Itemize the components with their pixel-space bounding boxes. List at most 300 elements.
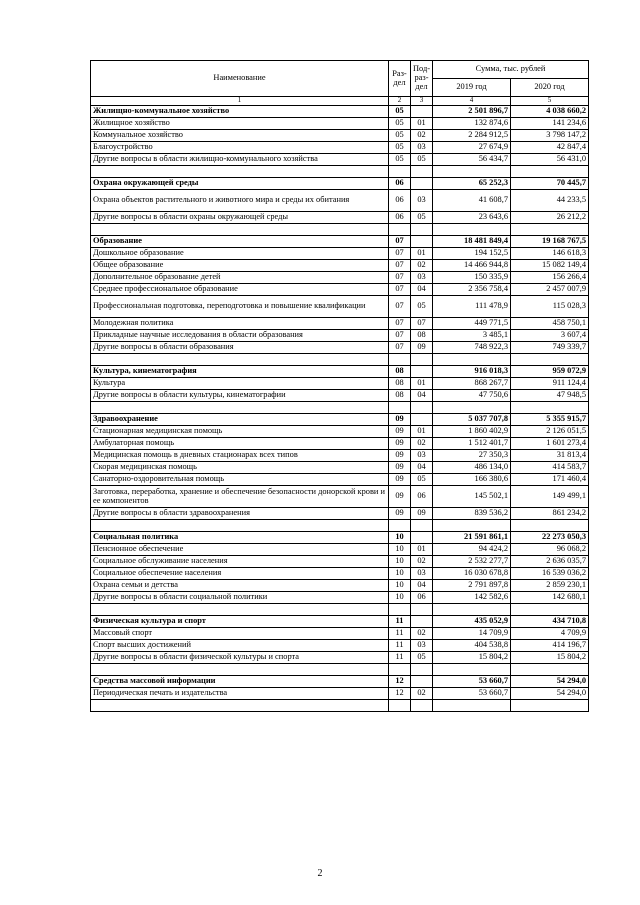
row-value-2019: 1 512 401,7 xyxy=(433,438,511,450)
spacer-row xyxy=(91,664,589,676)
row-value-2020: 911 124,4 xyxy=(511,378,589,390)
row-name: Заготовка, переработка, хранение и обеспечение безопасности донорской крови и ее компонентов xyxy=(91,486,389,508)
row-section: 05 xyxy=(389,142,411,154)
empty-cell xyxy=(411,664,433,676)
empty-cell xyxy=(511,520,589,532)
row-name: Социальное обеспечение населения xyxy=(91,568,389,580)
row-value-2019: 14 466 944,8 xyxy=(433,260,511,272)
section-value-2020: 70 445,7 xyxy=(511,178,589,190)
empty-cell xyxy=(511,604,589,616)
row-name: Охрана семьи и детства xyxy=(91,580,389,592)
spacer-row xyxy=(91,604,589,616)
row-value-2020: 171 460,4 xyxy=(511,474,589,486)
row-name: Санаторно-оздоровительная помощь xyxy=(91,474,389,486)
table-row xyxy=(91,378,589,390)
empty-cell xyxy=(91,604,389,616)
row-value-2020: 115 028,3 xyxy=(511,296,589,318)
row-value-2019: 2 791 897,8 xyxy=(433,580,511,592)
row-section: 10 xyxy=(389,580,411,592)
row-value-2019: 47 750,6 xyxy=(433,390,511,402)
row-name: Культура xyxy=(91,378,389,390)
empty-cell xyxy=(389,166,411,178)
spacer-row xyxy=(91,354,589,366)
section-name: Социальная политика xyxy=(91,532,389,544)
empty-cell xyxy=(411,402,433,414)
row-name: Другие вопросы в области жилищно-коммунального хозяйства xyxy=(91,154,389,166)
row-value-2020: 16 539 036,2 xyxy=(511,568,589,580)
empty-cell xyxy=(433,224,511,236)
empty-cell xyxy=(411,604,433,616)
row-subsection: 01 xyxy=(411,426,433,438)
empty-cell xyxy=(411,178,433,190)
section-value-2019: 18 481 849,4 xyxy=(433,236,511,248)
section-value-2019: 53 660,7 xyxy=(433,676,511,688)
row-section: 09 xyxy=(389,450,411,462)
section-name: Культура, кинематография xyxy=(91,366,389,378)
row-value-2019: 132 874,6 xyxy=(433,118,511,130)
empty-cell xyxy=(389,604,411,616)
row-subsection: 01 xyxy=(411,118,433,130)
row-subsection: 02 xyxy=(411,260,433,272)
table-row xyxy=(91,142,589,154)
row-value-2019: 41 608,7 xyxy=(433,190,511,212)
row-subsection: 05 xyxy=(411,212,433,224)
row-section: 07 xyxy=(389,296,411,318)
row-value-2020: 4 709,9 xyxy=(511,628,589,640)
row-name: Стационарная медицинская помощь xyxy=(91,426,389,438)
table-row xyxy=(91,272,589,284)
row-name: Молодежная политика xyxy=(91,318,389,330)
row-name: Периодическая печать и издательства xyxy=(91,688,389,700)
row-section: 06 xyxy=(389,190,411,212)
empty-cell xyxy=(511,354,589,366)
row-section: 11 xyxy=(389,640,411,652)
row-subsection: 02 xyxy=(411,556,433,568)
empty-cell xyxy=(411,166,433,178)
row-subsection: 07 xyxy=(411,318,433,330)
table-row xyxy=(91,318,589,330)
row-value-2020: 861 234,2 xyxy=(511,508,589,520)
header-subsection: Под-раз-дел xyxy=(411,61,433,97)
row-name: Другие вопросы в области образования xyxy=(91,342,389,354)
table-row xyxy=(91,284,589,296)
row-name: Прикладные научные исследования в области образования xyxy=(91,330,389,342)
row-value-2019: 2 356 758,4 xyxy=(433,284,511,296)
section-code: 06 xyxy=(389,178,411,190)
row-subsection: 08 xyxy=(411,330,433,342)
row-value-2020: 26 212,2 xyxy=(511,212,589,224)
section-code: 08 xyxy=(389,366,411,378)
empty-cell xyxy=(411,354,433,366)
table-row xyxy=(91,640,589,652)
row-value-2019: 142 582,6 xyxy=(433,592,511,604)
row-section: 10 xyxy=(389,556,411,568)
row-value-2020: 2 126 051,5 xyxy=(511,426,589,438)
empty-cell xyxy=(411,224,433,236)
row-value-2019: 23 643,6 xyxy=(433,212,511,224)
table-row xyxy=(91,474,589,486)
section-code: 09 xyxy=(389,414,411,426)
section-row xyxy=(91,532,589,544)
section-row xyxy=(91,414,589,426)
row-section: 10 xyxy=(389,568,411,580)
table-row xyxy=(91,190,589,212)
empty-cell xyxy=(389,354,411,366)
row-value-2019: 2 532 277,7 xyxy=(433,556,511,568)
row-subsection: 01 xyxy=(411,378,433,390)
empty-cell xyxy=(411,532,433,544)
empty-cell xyxy=(91,700,389,712)
row-section: 11 xyxy=(389,652,411,664)
row-section: 05 xyxy=(389,130,411,142)
section-code: 11 xyxy=(389,616,411,628)
row-value-2020: 31 813,4 xyxy=(511,450,589,462)
row-value-2020: 1 601 273,4 xyxy=(511,438,589,450)
spacer-row xyxy=(91,520,589,532)
row-value-2019: 194 152,5 xyxy=(433,248,511,260)
row-value-2020: 54 294,0 xyxy=(511,688,589,700)
empty-cell xyxy=(511,402,589,414)
section-value-2019: 916 018,3 xyxy=(433,366,511,378)
row-value-2019: 150 335,9 xyxy=(433,272,511,284)
empty-cell xyxy=(389,224,411,236)
row-value-2019: 3 485,1 xyxy=(433,330,511,342)
section-value-2019: 2 501 896,7 xyxy=(433,106,511,118)
empty-cell xyxy=(389,402,411,414)
row-name: Среднее профессиональное образование xyxy=(91,284,389,296)
row-value-2020: 3 798 147,2 xyxy=(511,130,589,142)
section-name: Здравоохранение xyxy=(91,414,389,426)
row-section: 09 xyxy=(389,486,411,508)
budget-page xyxy=(90,60,588,712)
row-value-2020: 42 847,4 xyxy=(511,142,589,154)
row-subsection: 05 xyxy=(411,154,433,166)
row-value-2019: 404 538,8 xyxy=(433,640,511,652)
section-name: Жилищно-коммунальное хозяйство xyxy=(91,106,389,118)
row-name: Охрана объектов растительного и животного мира и среды их обитания xyxy=(91,190,389,212)
section-code: 05 xyxy=(389,106,411,118)
row-subsection: 09 xyxy=(411,508,433,520)
row-value-2020: 47 948,5 xyxy=(511,390,589,402)
row-section: 07 xyxy=(389,248,411,260)
section-value-2020: 959 072,9 xyxy=(511,366,589,378)
row-value-2019: 748 922,3 xyxy=(433,342,511,354)
section-code: 12 xyxy=(389,676,411,688)
empty-cell xyxy=(433,604,511,616)
row-value-2020: 15 804,2 xyxy=(511,652,589,664)
row-subsection: 02 xyxy=(411,438,433,450)
table-row xyxy=(91,118,589,130)
table-row xyxy=(91,450,589,462)
section-value-2020: 434 710,8 xyxy=(511,616,589,628)
row-name: Жилищное хозяйство xyxy=(91,118,389,130)
section-value-2019: 21 591 861,1 xyxy=(433,532,511,544)
section-row xyxy=(91,366,589,378)
row-value-2019: 449 771,5 xyxy=(433,318,511,330)
row-value-2020: 15 082 149,4 xyxy=(511,260,589,272)
section-value-2020: 22 273 050,3 xyxy=(511,532,589,544)
row-subsection: 03 xyxy=(411,142,433,154)
empty-cell xyxy=(411,700,433,712)
table-row xyxy=(91,212,589,224)
row-section: 07 xyxy=(389,272,411,284)
row-section: 08 xyxy=(389,378,411,390)
row-name: Общее образование xyxy=(91,260,389,272)
row-section: 11 xyxy=(389,628,411,640)
row-name: Амбулаторная помощь xyxy=(91,438,389,450)
row-subsection: 03 xyxy=(411,568,433,580)
section-name: Образование xyxy=(91,236,389,248)
row-subsection: 06 xyxy=(411,592,433,604)
row-section: 09 xyxy=(389,462,411,474)
table-row xyxy=(91,580,589,592)
row-subsection: 02 xyxy=(411,688,433,700)
row-subsection: 05 xyxy=(411,296,433,318)
row-subsection: 04 xyxy=(411,284,433,296)
row-value-2019: 14 709,9 xyxy=(433,628,511,640)
empty-cell xyxy=(91,664,389,676)
table-row xyxy=(91,390,589,402)
row-value-2020: 749 339,7 xyxy=(511,342,589,354)
row-value-2019: 27 350,3 xyxy=(433,450,511,462)
spacer-row xyxy=(91,166,589,178)
row-value-2020: 2 457 007,9 xyxy=(511,284,589,296)
header-year-2020: 2020 год xyxy=(511,79,589,97)
row-value-2020: 146 618,3 xyxy=(511,248,589,260)
row-section: 09 xyxy=(389,426,411,438)
row-section: 07 xyxy=(389,284,411,296)
row-value-2020: 414 583,7 xyxy=(511,462,589,474)
row-value-2020: 2 859 230,1 xyxy=(511,580,589,592)
section-row xyxy=(91,676,589,688)
row-name: Дошкольное образование xyxy=(91,248,389,260)
row-value-2019: 111 478,9 xyxy=(433,296,511,318)
row-section: 08 xyxy=(389,390,411,402)
row-section: 12 xyxy=(389,688,411,700)
row-subsection: 03 xyxy=(411,640,433,652)
table-row xyxy=(91,260,589,272)
table-row xyxy=(91,462,589,474)
row-name: Другие вопросы в области физической культуры и спорта xyxy=(91,652,389,664)
row-value-2020: 3 607,4 xyxy=(511,330,589,342)
row-section: 10 xyxy=(389,592,411,604)
empty-cell xyxy=(511,664,589,676)
row-subsection: 04 xyxy=(411,390,433,402)
empty-cell xyxy=(433,402,511,414)
section-row xyxy=(91,616,589,628)
section-code: 10 xyxy=(389,532,411,544)
empty-cell xyxy=(91,224,389,236)
page-number: 2 xyxy=(317,868,323,879)
row-section: 09 xyxy=(389,474,411,486)
empty-cell xyxy=(389,664,411,676)
row-subsection: 01 xyxy=(411,544,433,556)
row-value-2020: 141 234,6 xyxy=(511,118,589,130)
table-row xyxy=(91,628,589,640)
row-value-2019: 839 536,2 xyxy=(433,508,511,520)
table-row xyxy=(91,342,589,354)
row-section: 05 xyxy=(389,154,411,166)
row-name: Благоустройство xyxy=(91,142,389,154)
section-value-2019: 5 037 707,8 xyxy=(433,414,511,426)
section-row xyxy=(91,178,589,190)
row-value-2020: 44 233,5 xyxy=(511,190,589,212)
spacer-row xyxy=(91,402,589,414)
row-subsection: 04 xyxy=(411,580,433,592)
row-value-2020: 2 636 035,7 xyxy=(511,556,589,568)
row-value-2020: 458 750,1 xyxy=(511,318,589,330)
empty-cell xyxy=(91,166,389,178)
row-section: 05 xyxy=(389,118,411,130)
section-value-2019: 65 252,3 xyxy=(433,178,511,190)
empty-cell xyxy=(91,520,389,532)
row-section: 09 xyxy=(389,508,411,520)
empty-cell xyxy=(411,676,433,688)
empty-cell xyxy=(411,366,433,378)
empty-cell xyxy=(433,700,511,712)
table-row xyxy=(91,592,589,604)
spacer-row xyxy=(91,700,589,712)
row-value-2020: 414 196,7 xyxy=(511,640,589,652)
row-subsection: 04 xyxy=(411,462,433,474)
row-name: Социальное обслуживание населения xyxy=(91,556,389,568)
table-row xyxy=(91,568,589,580)
row-value-2019: 16 030 678,8 xyxy=(433,568,511,580)
empty-cell xyxy=(511,700,589,712)
table-row xyxy=(91,688,589,700)
section-code: 07 xyxy=(389,236,411,248)
header-name: Наименование xyxy=(91,61,389,97)
table-row xyxy=(91,248,589,260)
table-row xyxy=(91,426,589,438)
empty-cell xyxy=(411,616,433,628)
section-value-2020: 54 294,0 xyxy=(511,676,589,688)
row-value-2019: 27 674,9 xyxy=(433,142,511,154)
table-row xyxy=(91,556,589,568)
row-value-2019: 94 424,2 xyxy=(433,544,511,556)
row-subsection: 05 xyxy=(411,474,433,486)
table-row xyxy=(91,330,589,342)
empty-cell xyxy=(389,700,411,712)
row-name: Другие вопросы в области культуры, кинематографии xyxy=(91,390,389,402)
row-section: 07 xyxy=(389,318,411,330)
empty-cell xyxy=(511,224,589,236)
section-row xyxy=(91,236,589,248)
row-value-2019: 53 660,7 xyxy=(433,688,511,700)
row-value-2019: 2 284 912,5 xyxy=(433,130,511,142)
row-subsection: 06 xyxy=(411,486,433,508)
section-value-2020: 19 168 767,5 xyxy=(511,236,589,248)
row-value-2019: 868 267,7 xyxy=(433,378,511,390)
row-name: Другие вопросы в области охраны окружающей среды xyxy=(91,212,389,224)
index-cell: 3 xyxy=(411,97,433,106)
table-row xyxy=(91,508,589,520)
row-value-2020: 156 266,4 xyxy=(511,272,589,284)
row-subsection: 02 xyxy=(411,628,433,640)
section-value-2019: 435 052,9 xyxy=(433,616,511,628)
budget-table xyxy=(90,60,589,712)
row-value-2020: 142 680,1 xyxy=(511,592,589,604)
row-subsection: 05 xyxy=(411,652,433,664)
row-subsection: 02 xyxy=(411,130,433,142)
empty-cell xyxy=(411,236,433,248)
empty-cell xyxy=(389,520,411,532)
row-name: Профессиональная подготовка, переподготовка и повышение квалификации xyxy=(91,296,389,318)
row-value-2020: 149 499,1 xyxy=(511,486,589,508)
empty-cell xyxy=(91,402,389,414)
row-name: Дополнительное образование детей xyxy=(91,272,389,284)
empty-cell xyxy=(511,166,589,178)
row-section: 06 xyxy=(389,212,411,224)
row-value-2019: 486 134,0 xyxy=(433,462,511,474)
row-value-2019: 1 860 402,9 xyxy=(433,426,511,438)
row-name: Массовый спорт xyxy=(91,628,389,640)
index-cell: 5 xyxy=(511,97,589,106)
empty-cell xyxy=(91,354,389,366)
empty-cell xyxy=(411,520,433,532)
row-name: Скорая медицинская помощь xyxy=(91,462,389,474)
index-cell: 4 xyxy=(433,97,511,106)
row-section: 07 xyxy=(389,342,411,354)
row-value-2020: 96 068,2 xyxy=(511,544,589,556)
row-name: Спорт высших достижений xyxy=(91,640,389,652)
empty-cell xyxy=(411,106,433,118)
table-row xyxy=(91,130,589,142)
empty-cell xyxy=(411,414,433,426)
section-value-2020: 4 038 660,2 xyxy=(511,106,589,118)
table-row xyxy=(91,296,589,318)
row-value-2020: 56 431,0 xyxy=(511,154,589,166)
row-subsection: 03 xyxy=(411,272,433,284)
empty-cell xyxy=(433,354,511,366)
row-name: Медицинская помощь в дневных стационарах всех типов xyxy=(91,450,389,462)
index-cell: 1 xyxy=(91,97,389,106)
row-section: 07 xyxy=(389,330,411,342)
header-sum: Сумма, тыс. рублей xyxy=(433,61,589,79)
row-name: Коммунальное хозяйство xyxy=(91,130,389,142)
empty-cell xyxy=(433,520,511,532)
index-cell: 2 xyxy=(389,97,411,106)
row-name: Пенсионное обеспечение xyxy=(91,544,389,556)
row-name: Другие вопросы в области социальной политики xyxy=(91,592,389,604)
row-name: Другие вопросы в области здравоохранения xyxy=(91,508,389,520)
row-section: 07 xyxy=(389,260,411,272)
section-row xyxy=(91,106,589,118)
row-value-2019: 56 434,7 xyxy=(433,154,511,166)
table-row xyxy=(91,438,589,450)
row-subsection: 03 xyxy=(411,190,433,212)
row-subsection: 03 xyxy=(411,450,433,462)
row-subsection: 01 xyxy=(411,248,433,260)
row-section: 10 xyxy=(389,544,411,556)
spacer-row xyxy=(91,224,589,236)
header-year-2019: 2019 год xyxy=(433,79,511,97)
row-subsection: 09 xyxy=(411,342,433,354)
row-value-2019: 145 502,1 xyxy=(433,486,511,508)
section-name: Охрана окружающей среды xyxy=(91,178,389,190)
empty-cell xyxy=(433,664,511,676)
table-row xyxy=(91,154,589,166)
section-value-2020: 5 355 915,7 xyxy=(511,414,589,426)
table-row xyxy=(91,544,589,556)
table-row xyxy=(91,652,589,664)
empty-cell xyxy=(433,166,511,178)
header-section: Раз-дел xyxy=(389,61,411,97)
row-value-2019: 15 804,2 xyxy=(433,652,511,664)
row-section: 09 xyxy=(389,438,411,450)
section-name: Средства массовой информации xyxy=(91,676,389,688)
row-value-2019: 166 380,6 xyxy=(433,474,511,486)
